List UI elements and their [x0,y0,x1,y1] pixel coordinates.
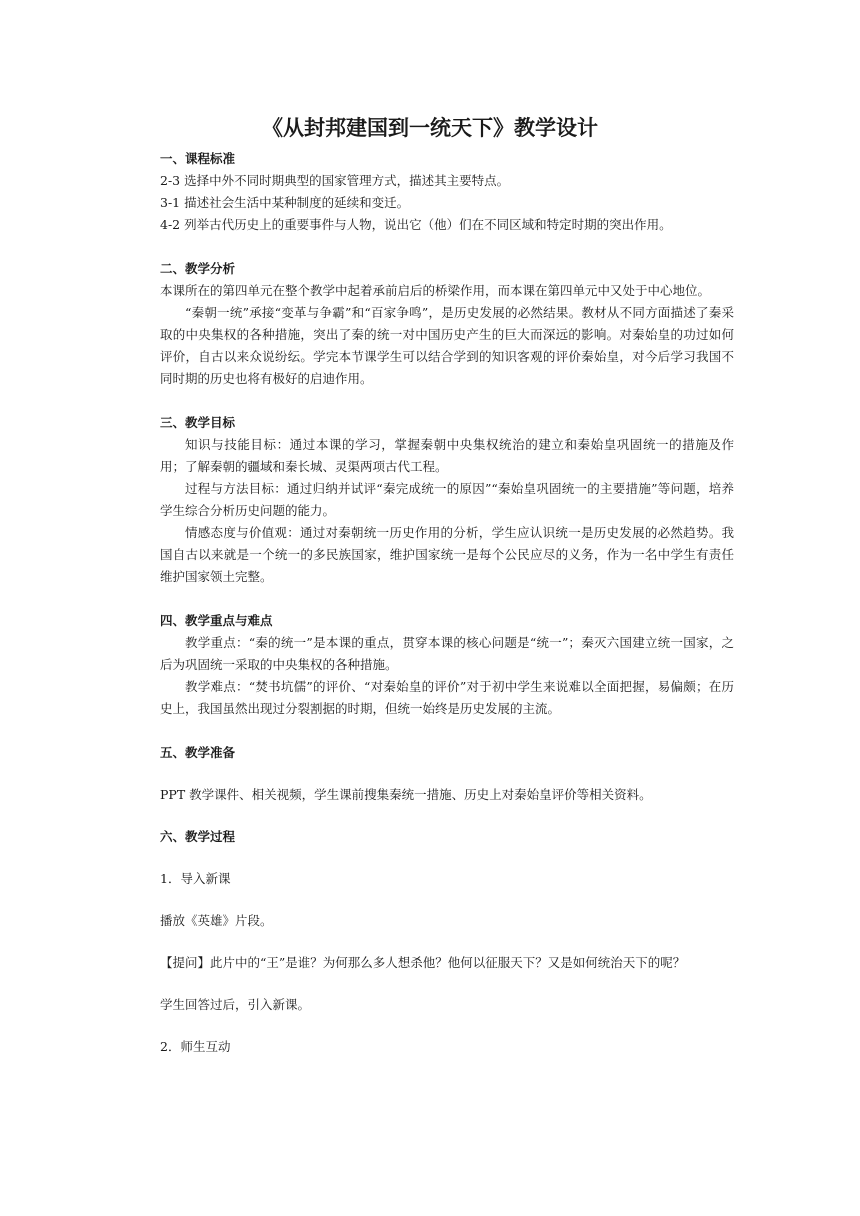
section-heading-curriculum-standards: 一、课程标准 [160,151,236,166]
analysis-paragraph: 本课所在的第四单元在整个教学中起着承前启后的桥梁作用，而本课在第四单元中又处于中心地位。 [160,283,711,298]
key-point-paragraph: 教学重点：“秦的统一”是本课的重点，贯穿本课的核心问题是“统一”；秦灭六国建立统一国家，之后为巩固统一采取的中央集权的各种措施。 [160,635,734,672]
standard-item: 4-2 列举古代历史上的重要事件与人物，说出它（他）们在不同区域和特定时期的突出作用。 [160,217,672,232]
section-heading-teaching-objectives: 三、教学目标 [160,415,236,430]
objective-paragraph: 情感态度与价值观：通过对秦朝统一历史作用的分析，学生应认识统一是历史发展的必然趋势。我国自古以来就是一个统一的多民族国家，维护国家统一是每个公民应尽的义务，作为一名中学生有责任维护国家领土完整。 [160,525,734,584]
analysis-paragraph: “秦朝一统”承接“变革与争霸”和“百家争鸣”，是历史发展的必然结果。教材从不同方面描述了秦采取的中央集权的各种措施，突出了秦的统一对中国历史产生的巨大而深远的影响。对秦始皇的功过如何评价，自古以来众说纷纭。学完本节课学生可以结合学到的知识客观的评价秦始皇，对今后学习我国不同时期的历史也将有极好的启迪作用。 [160,305,734,386]
objective-paragraph: 知识与技能目标：通过本课的学习，掌握秦朝中央集权统治的建立和秦始皇巩固统一的措施及作用；了解秦朝的疆域和秦长城、灵渠两项古代工程。 [160,437,734,474]
section-heading-teaching-analysis: 二、教学分析 [160,261,236,276]
section-heading-key-points: 四、教学重点与难点 [160,613,273,628]
standard-item: 3-1 描述社会生活中某种制度的延续和变迁。 [160,195,410,210]
process-step-intro: 1．导入新课 [160,871,231,886]
process-answer: 学生回答过后，引入新课。 [160,997,311,1012]
section-heading-teaching-process: 六、教学过程 [160,829,236,844]
document-body [160,148,734,1058]
process-step-interaction: 2．师生互动 [160,1039,231,1054]
process-play-clip: 播放《英雄》片段。 [160,913,273,928]
objective-paragraph: 过程与方法目标：通过归纳并试评“秦完成统一的原因”“秦始皇巩固统一的主要措施”等问题，培养学生综合分析历史问题的能力。 [160,481,734,518]
preparation-paragraph: PPT 教学课件、相关视频，学生课前搜集秦统一措施、历史上对秦始皇评价等相关资料。 [160,787,652,802]
section-heading-preparation: 五、教学准备 [160,745,236,760]
standard-item: 2-3 选择中外不同时期典型的国家管理方式，描述其主要特点。 [160,173,510,188]
process-question: 【提问】此片中的“王”是谁？为何那么多人想杀他？他何以征服天下？又是如何统治天下的呢？ [160,955,686,970]
difficulty-paragraph: 教学难点：“焚书坑儒”的评价、“对秦始皇的评价”对于初中学生来说难以全面把握，易偏颇；在历史上，我国虽然出现过分裂割据的时期，但统一始终是历史发展的主流。 [160,679,734,716]
document-title: 《从封邦建国到一统天下》教学设计 [262,116,598,140]
